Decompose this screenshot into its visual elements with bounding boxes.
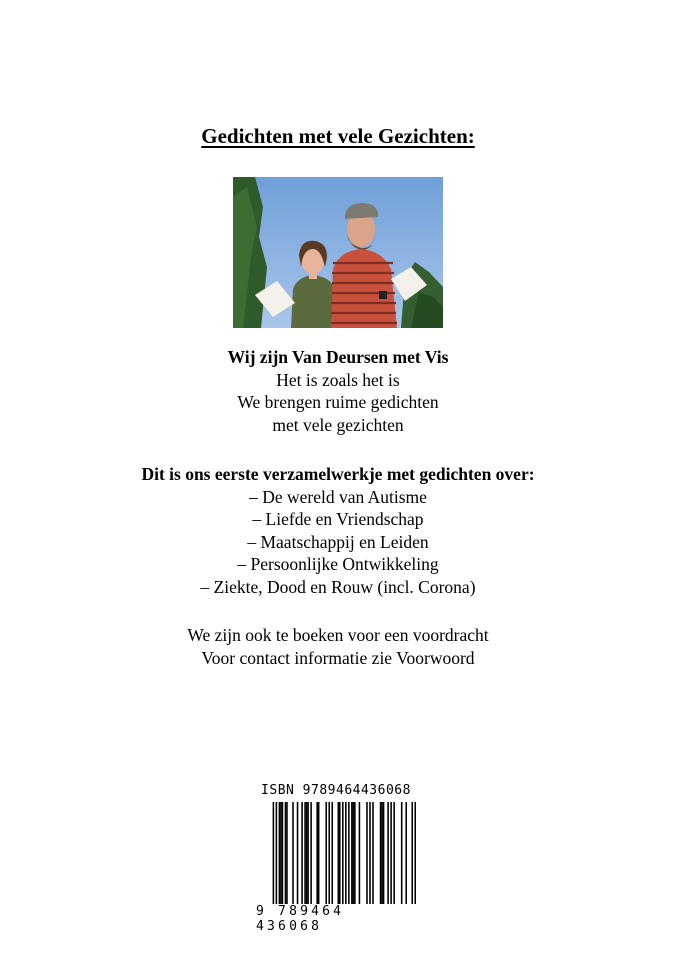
- barcode-bar: [393, 802, 395, 906]
- barcode-bar: [310, 802, 312, 906]
- intro-line: Het is zoals het is: [276, 369, 400, 390]
- isbn-label: ISBN 9789464436068: [261, 783, 411, 798]
- barcode-bar: [328, 802, 330, 906]
- barcode-bar: [276, 802, 278, 920]
- contact-line: We zijn ook te boeken voor een voordracht: [187, 625, 489, 645]
- barcode-bar: [345, 802, 347, 920]
- topic-item: – Maatschappij en Leiden: [247, 531, 429, 552]
- barcode-bar: [279, 802, 281, 906]
- barcode-bar: [316, 802, 318, 906]
- author-photo-image: [233, 177, 443, 328]
- barcode-bar: [354, 802, 356, 906]
- topic-item: – Ziekte, Dood en Rouw (incl. Corona): [200, 576, 476, 597]
- barcode-bar: [383, 802, 385, 906]
- topics-block: [0, 463, 676, 598]
- barcode-bar: [297, 802, 299, 906]
- intro-heading: Wij zijn Van Deursen met Vis: [227, 347, 449, 367]
- topic-item: – Persoonlijke Ontwikkeling: [237, 554, 439, 574]
- barcode-bar: [381, 802, 383, 906]
- barcode-bar: [325, 802, 327, 906]
- barcode-bar: [366, 802, 368, 906]
- barcode-bar: [280, 802, 282, 906]
- barcode-bar: [301, 802, 303, 906]
- barcode-bars: [256, 802, 416, 920]
- barcode-bar: [372, 802, 374, 906]
- barcode-bar: [306, 802, 308, 906]
- isbn-barcode: [256, 783, 416, 934]
- barcode-bar: [339, 802, 341, 906]
- barcode-bar: [359, 802, 361, 906]
- topics-heading: Dit is ons eerste verzamelwerkje met gedichten over:: [141, 464, 535, 484]
- barcode-bar: [342, 802, 344, 920]
- barcode-bar: [304, 802, 306, 906]
- barcode-bar: [282, 802, 284, 906]
- intro-line: met vele gezichten: [272, 414, 404, 435]
- barcode-bar: [414, 802, 416, 920]
- topic-item: – De wereld van Autisme: [249, 486, 427, 507]
- intro-line: We brengen ruime gedichten: [237, 392, 439, 412]
- barcode-bar: [351, 802, 353, 906]
- barcode-bar: [285, 802, 287, 906]
- barcode-bar: [318, 802, 320, 906]
- barcode-bar: [307, 802, 309, 906]
- page-title: Gedichten met vele Gezichten:: [201, 124, 475, 148]
- barcode-bar: [348, 802, 350, 906]
- intro-block: [0, 346, 676, 436]
- barcode-bar: [411, 802, 413, 920]
- barcode-bar: [380, 802, 382, 906]
- barcode-bar: [292, 802, 294, 906]
- barcode-bar: [390, 802, 392, 906]
- author-photo: [233, 177, 443, 328]
- contact-line: Voor contact informatie zie Voorwoord: [201, 647, 475, 668]
- isbn-digits: 9 789464 436068: [256, 904, 416, 920]
- barcode-bar: [273, 802, 275, 920]
- barcode-bar: [405, 802, 407, 906]
- barcode-bar: [401, 802, 403, 906]
- barcode-bar: [286, 802, 288, 906]
- topic-item: – Liefde en Vriendschap: [252, 509, 424, 529]
- barcode-bar: [338, 802, 340, 906]
- contact-block: [0, 624, 676, 669]
- barcode-bar: [387, 802, 389, 906]
- barcode-bar: [331, 802, 333, 906]
- barcode-bar: [353, 802, 355, 906]
- barcode-bar: [369, 802, 371, 906]
